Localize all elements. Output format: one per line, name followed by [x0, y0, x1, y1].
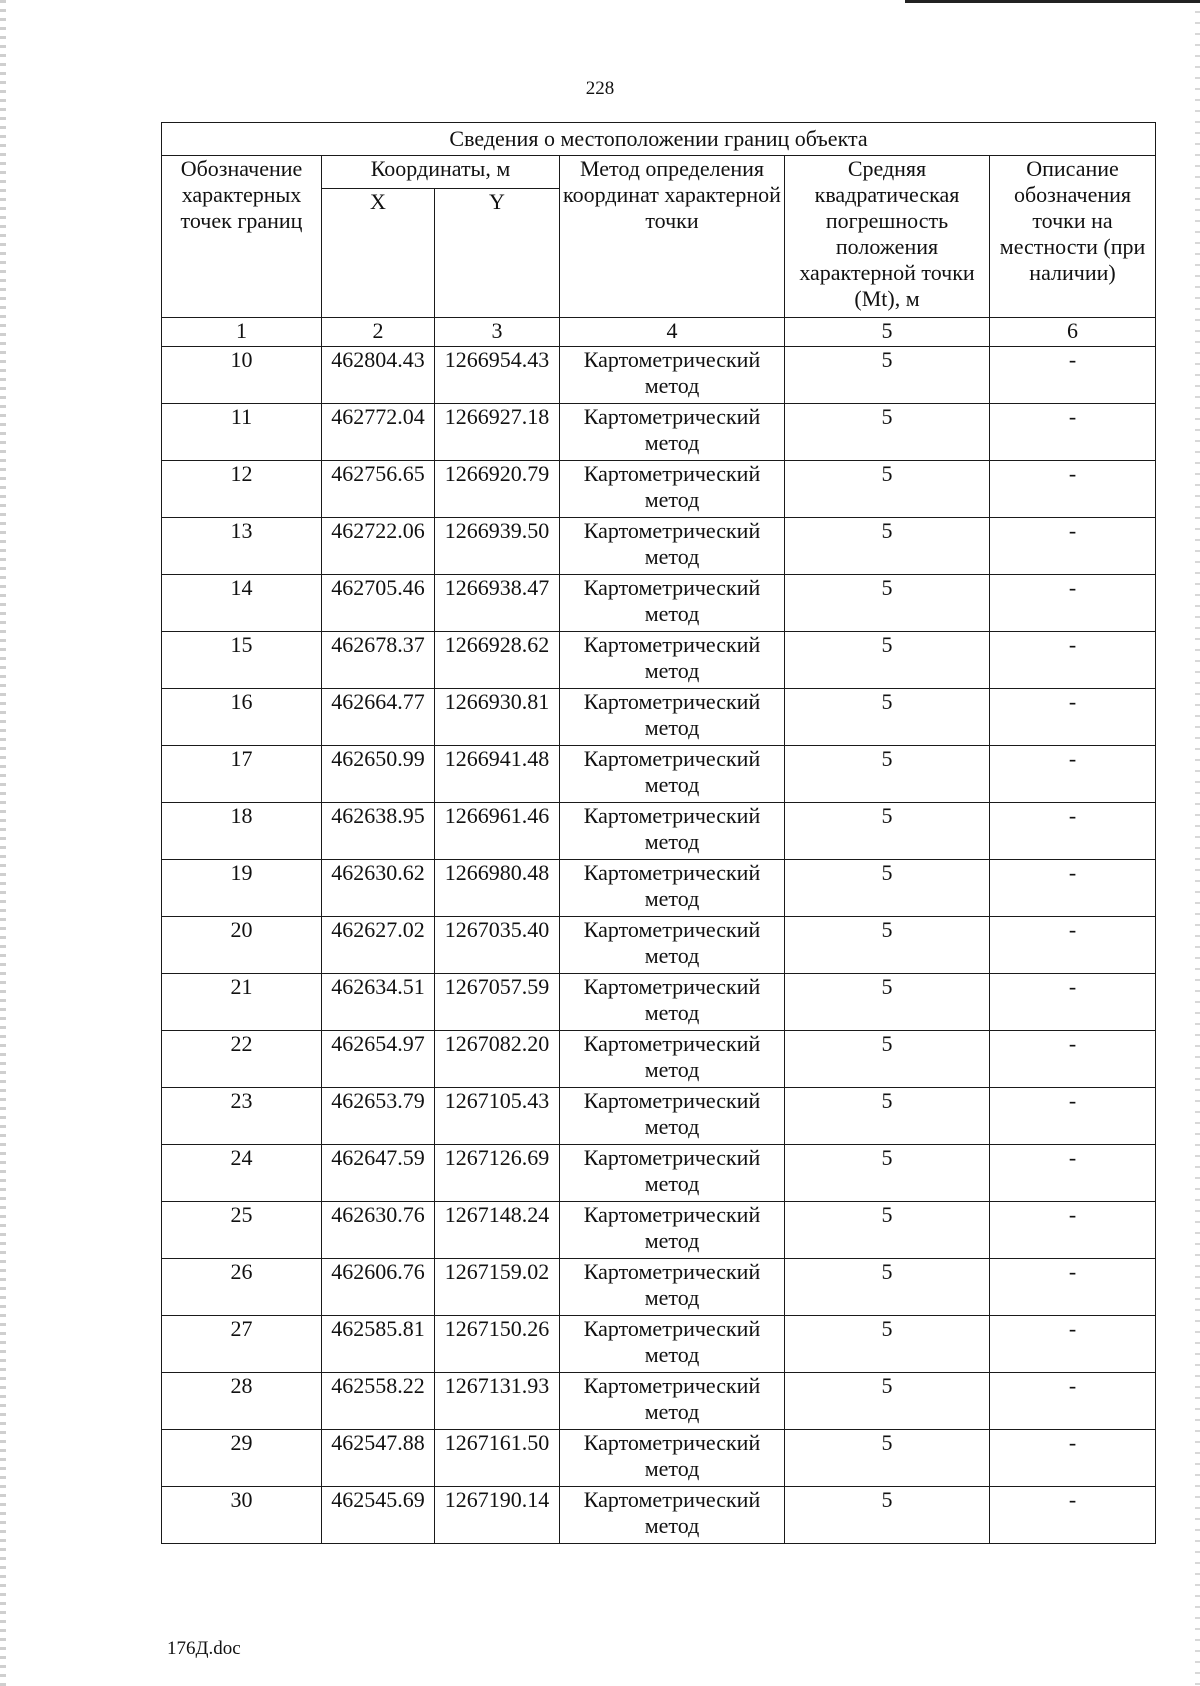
x-cell: 462638.95 [322, 803, 435, 860]
x-cell: 462558.22 [322, 1373, 435, 1430]
x-cell: 462627.02 [322, 917, 435, 974]
x-cell: 462653.79 [322, 1088, 435, 1145]
error-cell: 5 [785, 347, 990, 404]
description-cell: - [990, 461, 1156, 518]
x-cell: 462772.04 [322, 404, 435, 461]
error-cell: 5 [785, 461, 990, 518]
description-cell: - [990, 803, 1156, 860]
header-x: X [322, 189, 435, 318]
method-cell: Картометрический метод [560, 974, 785, 1031]
description-cell: - [990, 632, 1156, 689]
table-row [162, 1088, 1156, 1145]
error-cell: 5 [785, 689, 990, 746]
x-cell: 462585.81 [322, 1316, 435, 1373]
table-row [162, 1031, 1156, 1088]
x-cell: 462630.76 [322, 1202, 435, 1259]
method-cell: Картометрический метод [560, 1430, 785, 1487]
point-cell: 19 [162, 860, 322, 917]
column-number: 1 [162, 318, 322, 347]
description-cell: - [990, 1430, 1156, 1487]
description-cell: - [990, 1031, 1156, 1088]
y-cell: 1266938.47 [435, 575, 560, 632]
x-cell: 462678.37 [322, 632, 435, 689]
description-cell: - [990, 860, 1156, 917]
error-cell: 5 [785, 974, 990, 1031]
y-cell: 1267150.26 [435, 1316, 560, 1373]
table-row [162, 1259, 1156, 1316]
description-cell: - [990, 974, 1156, 1031]
error-cell: 5 [785, 404, 990, 461]
column-number: 4 [560, 318, 785, 347]
column-number: 3 [435, 318, 560, 347]
description-cell: - [990, 917, 1156, 974]
error-cell: 5 [785, 1202, 990, 1259]
column-number: 6 [990, 318, 1156, 347]
error-cell: 5 [785, 1259, 990, 1316]
point-cell: 30 [162, 1487, 322, 1544]
point-cell: 11 [162, 404, 322, 461]
table-row [162, 1316, 1156, 1373]
table-row [162, 1430, 1156, 1487]
table-row [162, 1373, 1156, 1430]
table-row [162, 917, 1156, 974]
error-cell: 5 [785, 1031, 990, 1088]
method-cell: Картометрический метод [560, 1088, 785, 1145]
x-cell: 462722.06 [322, 518, 435, 575]
description-cell: - [990, 1202, 1156, 1259]
method-cell: Картометрический метод [560, 746, 785, 803]
error-cell: 5 [785, 746, 990, 803]
y-cell: 1267148.24 [435, 1202, 560, 1259]
y-cell: 1267035.40 [435, 917, 560, 974]
error-cell: 5 [785, 803, 990, 860]
point-cell: 16 [162, 689, 322, 746]
boundary-table [161, 122, 1156, 1544]
method-cell: Картометрический метод [560, 632, 785, 689]
method-cell: Картометрический метод [560, 917, 785, 974]
header-coords: Координаты, м [322, 156, 560, 189]
point-cell: 14 [162, 575, 322, 632]
x-cell: 462547.88 [322, 1430, 435, 1487]
table-row [162, 746, 1156, 803]
header-y: Y [435, 189, 560, 318]
point-cell: 28 [162, 1373, 322, 1430]
description-cell: - [990, 575, 1156, 632]
header-description: Описание обозначения точки на местности (при наличии) [990, 156, 1156, 318]
error-cell: 5 [785, 917, 990, 974]
point-cell: 29 [162, 1430, 322, 1487]
method-cell: Картометрический метод [560, 1259, 785, 1316]
error-cell: 5 [785, 1487, 990, 1544]
x-cell: 462664.77 [322, 689, 435, 746]
point-cell: 21 [162, 974, 322, 1031]
header-method: Метод определения координат характерной точки [560, 156, 785, 318]
description-cell: - [990, 1487, 1156, 1544]
method-cell: Картометрический метод [560, 461, 785, 518]
error-cell: 5 [785, 1088, 990, 1145]
method-cell: Картометрический метод [560, 803, 785, 860]
method-cell: Картометрический метод [560, 347, 785, 404]
error-cell: 5 [785, 575, 990, 632]
y-cell: 1266920.79 [435, 461, 560, 518]
point-cell: 27 [162, 1316, 322, 1373]
point-cell: 17 [162, 746, 322, 803]
table-row [162, 689, 1156, 746]
x-cell: 462630.62 [322, 860, 435, 917]
point-cell: 12 [162, 461, 322, 518]
table-row [162, 632, 1156, 689]
table-row [162, 860, 1156, 917]
y-cell: 1267190.14 [435, 1487, 560, 1544]
description-cell: - [990, 1088, 1156, 1145]
description-cell: - [990, 404, 1156, 461]
table-row [162, 404, 1156, 461]
method-cell: Картометрический метод [560, 1031, 785, 1088]
y-cell: 1267126.69 [435, 1145, 560, 1202]
x-cell: 462756.65 [322, 461, 435, 518]
point-cell: 10 [162, 347, 322, 404]
error-cell: 5 [785, 1430, 990, 1487]
description-cell: - [990, 1145, 1156, 1202]
column-number-row [162, 318, 1156, 347]
header-point: Обозначение характерных точек границ [162, 156, 322, 318]
table-row [162, 803, 1156, 860]
method-cell: Картометрический метод [560, 1316, 785, 1373]
y-cell: 1267082.20 [435, 1031, 560, 1088]
method-cell: Картометрический метод [560, 689, 785, 746]
point-cell: 13 [162, 518, 322, 575]
x-cell: 462804.43 [322, 347, 435, 404]
x-cell: 462634.51 [322, 974, 435, 1031]
error-cell: 5 [785, 632, 990, 689]
x-cell: 462705.46 [322, 575, 435, 632]
table-row [162, 461, 1156, 518]
x-cell: 462545.69 [322, 1487, 435, 1544]
point-cell: 24 [162, 1145, 322, 1202]
column-number: 5 [785, 318, 990, 347]
y-cell: 1267159.02 [435, 1259, 560, 1316]
scan-edge-right [1195, 0, 1200, 1686]
table-row [162, 1487, 1156, 1544]
x-cell: 462647.59 [322, 1145, 435, 1202]
point-cell: 25 [162, 1202, 322, 1259]
method-cell: Картометрический метод [560, 518, 785, 575]
point-cell: 23 [162, 1088, 322, 1145]
table-row [162, 575, 1156, 632]
description-cell: - [990, 1373, 1156, 1430]
description-cell: - [990, 1259, 1156, 1316]
y-cell: 1266961.46 [435, 803, 560, 860]
point-cell: 18 [162, 803, 322, 860]
description-cell: - [990, 689, 1156, 746]
y-cell: 1267161.50 [435, 1430, 560, 1487]
table-title: Сведения о местоположении границ объекта [162, 123, 1156, 156]
column-number: 2 [322, 318, 435, 347]
y-cell: 1267131.93 [435, 1373, 560, 1430]
table-row [162, 347, 1156, 404]
error-cell: 5 [785, 1316, 990, 1373]
method-cell: Картометрический метод [560, 575, 785, 632]
x-cell: 462606.76 [322, 1259, 435, 1316]
y-cell: 1266928.62 [435, 632, 560, 689]
y-cell: 1267057.59 [435, 974, 560, 1031]
file-name: 176Д.doc [167, 1638, 241, 1659]
y-cell: 1266930.81 [435, 689, 560, 746]
point-cell: 20 [162, 917, 322, 974]
y-cell: 1266941.48 [435, 746, 560, 803]
table-row [162, 518, 1156, 575]
x-cell: 462650.99 [322, 746, 435, 803]
description-cell: - [990, 518, 1156, 575]
error-cell: 5 [785, 1145, 990, 1202]
header-error: Средняя квадратическая погрешность положения характерной точки (Mt), м [785, 156, 990, 318]
description-cell: - [990, 347, 1156, 404]
table-body [162, 347, 1156, 1544]
description-cell: - [990, 1316, 1156, 1373]
y-cell: 1266927.18 [435, 404, 560, 461]
page-number: 228 [585, 78, 615, 99]
x-cell: 462654.97 [322, 1031, 435, 1088]
scan-edge-left [0, 0, 6, 1686]
method-cell: Картометрический метод [560, 1373, 785, 1430]
method-cell: Картометрический метод [560, 860, 785, 917]
method-cell: Картометрический метод [560, 1145, 785, 1202]
top-rule [905, 0, 1200, 3]
table-row [162, 974, 1156, 1031]
method-cell: Картометрический метод [560, 1202, 785, 1259]
y-cell: 1266954.43 [435, 347, 560, 404]
point-cell: 15 [162, 632, 322, 689]
method-cell: Картометрический метод [560, 404, 785, 461]
error-cell: 5 [785, 1373, 990, 1430]
point-cell: 26 [162, 1259, 322, 1316]
error-cell: 5 [785, 860, 990, 917]
table-row [162, 1202, 1156, 1259]
table-row [162, 1145, 1156, 1202]
y-cell: 1267105.43 [435, 1088, 560, 1145]
description-cell: - [990, 746, 1156, 803]
error-cell: 5 [785, 518, 990, 575]
point-cell: 22 [162, 1031, 322, 1088]
y-cell: 1266980.48 [435, 860, 560, 917]
y-cell: 1266939.50 [435, 518, 560, 575]
method-cell: Картометрический метод [560, 1487, 785, 1544]
